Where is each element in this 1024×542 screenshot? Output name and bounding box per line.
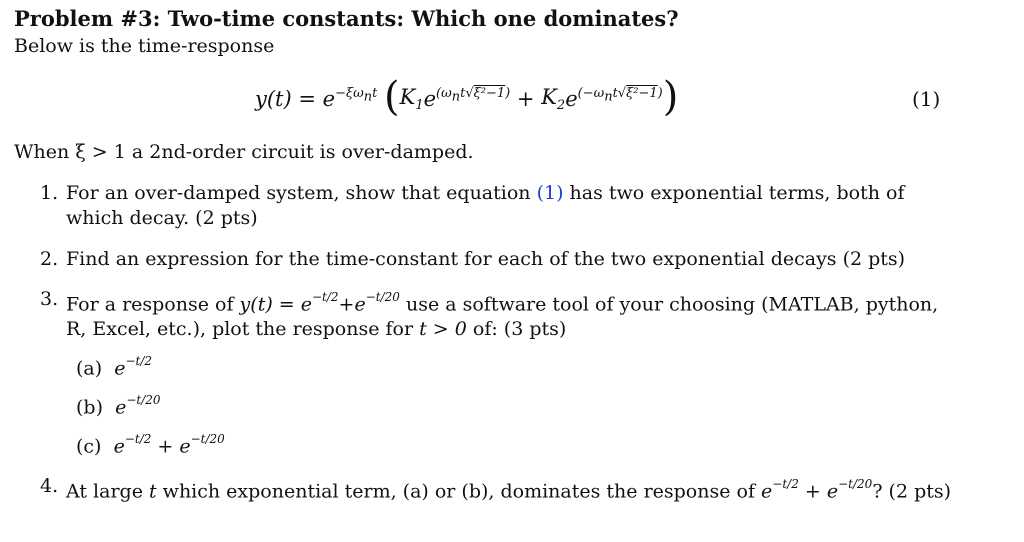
item-text: ? (2 pts): [872, 480, 952, 503]
exponent: −t/20: [190, 432, 225, 446]
sub-item-expr: + e: [151, 435, 191, 458]
equation-number: (1): [912, 87, 941, 111]
eq-paren-close: ): [662, 74, 679, 120]
item-text: of: (3 pts): [466, 318, 567, 341]
equation-1: [255, 76, 678, 122]
sub-item-expr: e: [113, 435, 125, 458]
equation-ref-link[interactable]: (1): [536, 182, 564, 204]
list-item-2: [40, 247, 960, 272]
sub-item-expr: e: [114, 357, 126, 380]
list-item-1: [40, 181, 960, 231]
condition: t > 0: [419, 318, 467, 341]
eq-exp-negative: (−ωnt√ξ²−1): [577, 85, 663, 105]
exponent: −t/20: [126, 393, 161, 407]
exponent: −t/20: [838, 477, 873, 491]
item-text: has two exponential terms, both of which decay. (2 pts): [66, 182, 905, 229]
exponent: −t/2: [311, 290, 339, 304]
exponent: −t/20: [365, 290, 400, 304]
intro-text: Below is the time-response: [14, 35, 275, 57]
item-number: 1.: [40, 182, 59, 204]
sub-item-label: (b): [76, 396, 103, 419]
response-expr: + e: [798, 480, 839, 503]
sub-item-a: [76, 356, 152, 379]
eq-exp-positive: (ωnt√ξ²−1): [436, 85, 511, 105]
item-text: use a software tool of your choosing (MATLAB, python, R, Excel, etc.), plot the response for: [66, 293, 939, 341]
exponent: −t/2: [772, 477, 799, 491]
response-expr: y(t) = e: [239, 293, 312, 316]
item-text: At large: [66, 480, 149, 503]
exponent: −t/2: [125, 354, 153, 368]
problem-title: Problem #3: Two-time constants: Which one dominates?: [14, 6, 679, 31]
eq-plus: +: [510, 87, 542, 111]
eq-e1: e: [423, 87, 437, 111]
list-item-3: [40, 287, 960, 342]
item-number: 3.: [40, 288, 59, 310]
eq-k1: $K_1$: [399, 84, 424, 114]
item-text: For an over-damped system, show that equation: [66, 182, 537, 204]
item-number: 4.: [40, 475, 59, 497]
sub-item-c: [76, 434, 225, 457]
item-number: 2.: [40, 248, 59, 270]
exponent: −t/2: [124, 432, 152, 446]
response-expr: +e: [338, 293, 366, 316]
item-text: which exponential term, (a) or (b), dominates the response of: [156, 480, 762, 503]
overdamped-statement: When ξ > 1 a 2nd-order circuit is over-damped.: [14, 141, 474, 163]
variable-t: t: [149, 480, 157, 503]
response-expr: e: [761, 480, 773, 503]
sub-item-expr: e: [115, 396, 127, 419]
list-item-4: [40, 474, 960, 504]
sub-item-label: (a): [76, 357, 103, 380]
sub-item-b: [76, 395, 161, 418]
eq-k2: $K_2$: [541, 84, 566, 114]
eq-e2: e: [565, 87, 578, 111]
eq-paren-open: (: [384, 74, 400, 120]
item-text: Find an expression for the time-constant for each of the two exponential decays (2 pts): [66, 248, 906, 270]
eq-exp-damping: −ξωnt: [335, 85, 378, 105]
sub-item-label: (c): [76, 435, 102, 458]
item-text: For a response of: [66, 293, 240, 316]
eq-lhs: y(t) = e: [255, 87, 336, 111]
